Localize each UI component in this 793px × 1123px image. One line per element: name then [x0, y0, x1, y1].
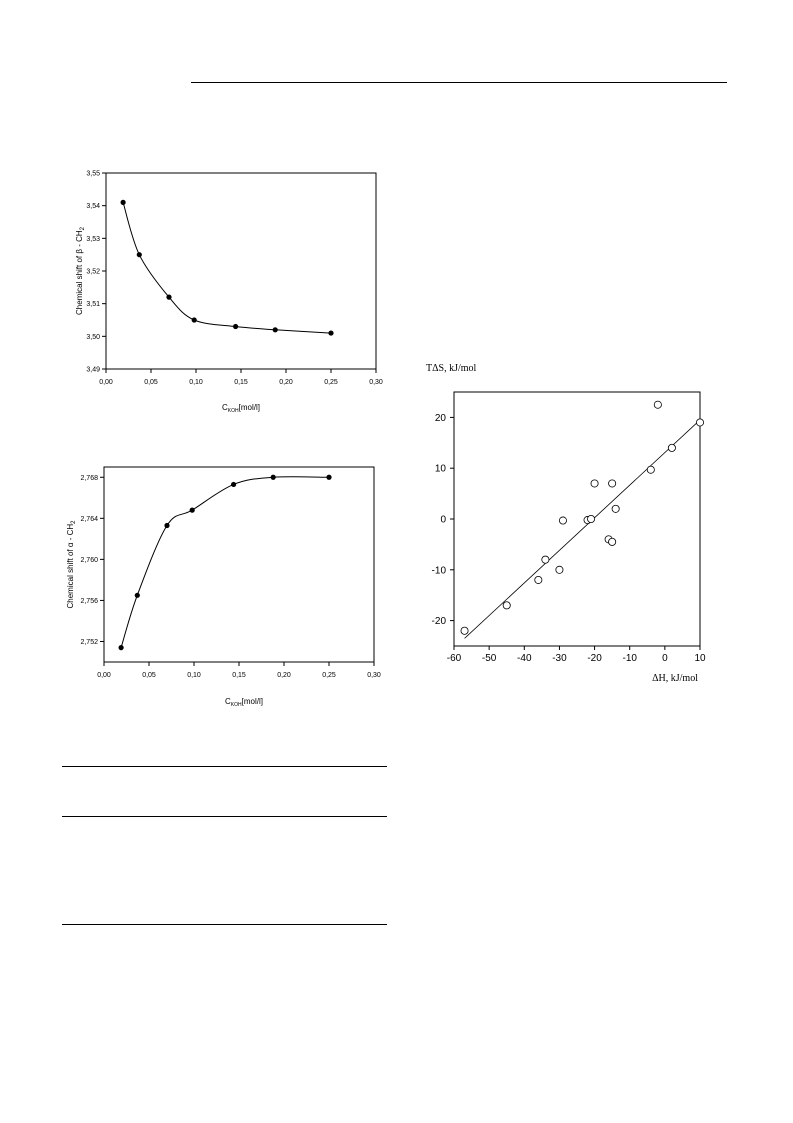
chart3-xlabel: ΔH, kJ/mol — [652, 673, 698, 684]
chart2-point — [231, 482, 236, 487]
chart3-xtick-label: -60 — [446, 653, 462, 664]
chart3-point — [503, 602, 510, 609]
chart1-ytick-label: 3,55 — [86, 170, 100, 178]
chart3-point — [461, 627, 468, 634]
chart3-point — [591, 480, 598, 487]
chart3-ytick-label: 20 — [434, 412, 446, 424]
chart1-xtick-label: 0,25 — [324, 379, 338, 386]
chart3-point — [559, 517, 566, 524]
chart2-ytick-label: 2,768 — [80, 474, 98, 482]
chart3-point — [696, 419, 703, 426]
chart2-ytick-label: 2,764 — [80, 515, 98, 523]
chart1-point — [328, 330, 333, 335]
chart1-ytick-label: 3,52 — [86, 268, 100, 276]
table-rule-top — [62, 766, 387, 767]
chart3-point — [647, 466, 654, 473]
chart3-ytick-label: -20 — [431, 616, 446, 628]
chart2-frame — [104, 467, 374, 662]
chart1-ytick-label: 3,53 — [86, 235, 100, 243]
chart2-fit-curve — [121, 477, 329, 648]
chart1-point — [233, 324, 238, 329]
chart3-point — [587, 515, 594, 522]
chart3-ytick-label: 0 — [440, 514, 446, 526]
chart3-point — [612, 505, 619, 512]
chart2-xtick-label: 0,10 — [187, 672, 201, 679]
chart1-xtick-label: 0,15 — [234, 379, 248, 386]
chart2-ylabel: Chemical shift of α - $CH_2$ — [66, 520, 77, 609]
chart2-point — [135, 593, 140, 598]
chart2-xtick-label: 0,15 — [232, 672, 246, 679]
chart3-ytick-label: 10 — [434, 463, 446, 475]
chart2-ytick-label: 2,756 — [80, 597, 98, 605]
chart2-xtick-label: 0,05 — [142, 672, 156, 679]
chart2-xtick-label: 0,20 — [277, 672, 291, 679]
chart1-frame — [106, 173, 376, 369]
chart1-xlabel: $C_{KOH}[mol/l]$ — [222, 403, 260, 414]
chart1-xtick-label: 0,30 — [369, 379, 383, 386]
chart3-xtick-label: -40 — [517, 653, 532, 664]
chart2-xtick-label: 0,30 — [367, 672, 381, 679]
chart3-xtick-label: -10 — [622, 653, 637, 664]
chart2-ytick-label: 2,760 — [80, 556, 98, 564]
chart1-xtick-label: 0,05 — [144, 379, 158, 386]
chart2-xtick-label: 0,00 — [97, 672, 111, 679]
chart1-ytick-label: 3,54 — [86, 203, 100, 211]
chart3-xtick-label: 0 — [662, 653, 668, 664]
chart1-point — [121, 200, 126, 205]
chart2-point — [119, 645, 124, 650]
chart2-xlabel: $C_{KOH}[mol/l]$ — [225, 697, 263, 708]
chart1-ytick-label: 3,51 — [86, 301, 100, 309]
chart2-point — [271, 475, 276, 480]
chart1-xtick-label: 0,00 — [99, 379, 113, 386]
chart3-xtick-label: 10 — [694, 653, 706, 664]
chart1-point — [192, 317, 197, 322]
chart3-xtick-label: -30 — [552, 653, 567, 664]
chart1-point — [166, 295, 171, 300]
chart3-point — [556, 566, 563, 573]
chart3-frame — [454, 392, 700, 646]
chart1-ytick-label: 3,49 — [86, 366, 100, 374]
chart1-xtick-label: 0,20 — [279, 379, 293, 386]
chart3-xtick-label: -50 — [481, 653, 497, 664]
chart3-ylabel: TΔS, kJ/mol — [426, 363, 477, 374]
chart3-ytick-label: -10 — [431, 565, 446, 577]
chart2-point — [326, 475, 331, 480]
table-rule-bottom — [62, 924, 387, 925]
chart2-xtick-label: 0,25 — [322, 672, 336, 679]
chart1-fit-curve — [123, 202, 331, 333]
chart3-point — [542, 556, 549, 563]
chart1-xtick-label: 0,10 — [189, 379, 203, 386]
chart3-point — [668, 444, 675, 451]
chart2-point — [164, 523, 169, 528]
chart3-fit-line — [465, 420, 700, 638]
table-rule-middle — [62, 816, 387, 817]
chart3-xtick-label: -20 — [587, 653, 602, 664]
chart2-point — [190, 508, 195, 513]
chart1-ytick-label: 3,50 — [86, 333, 100, 341]
chart1-point — [273, 327, 278, 332]
chart1-ylabel: Chemical shift of β - $CH_2$ — [75, 227, 86, 315]
chart3-point — [609, 538, 616, 545]
chart3-point — [609, 480, 616, 487]
chart3-point — [654, 401, 661, 408]
chart2-ytick-label: 2,752 — [80, 638, 98, 646]
chart1-point — [137, 252, 142, 257]
chart3-point — [535, 576, 542, 583]
